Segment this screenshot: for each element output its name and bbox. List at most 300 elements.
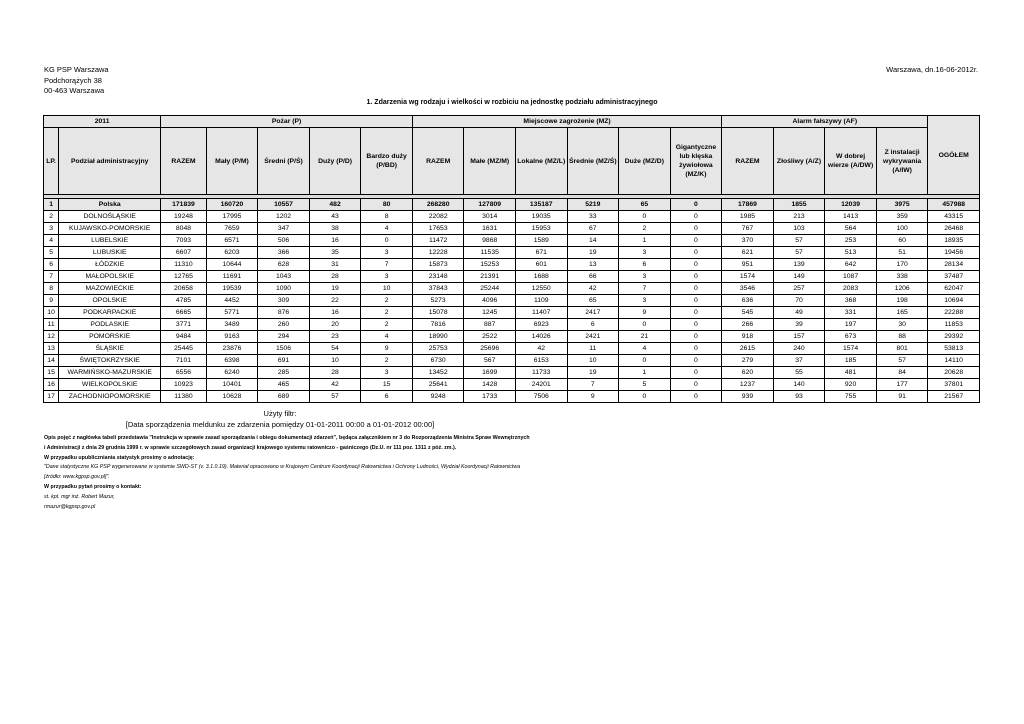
value-cell: 2083 <box>825 283 877 295</box>
value-cell: 51 <box>876 247 928 259</box>
region-cell: PODKARPACKIE <box>59 307 161 319</box>
row-number-cell: 9 <box>44 295 59 307</box>
note-line: W przypadku pytań prosimy o kontakt: <box>44 483 142 490</box>
value-cell: 671 <box>515 247 567 259</box>
value-cell: 3 <box>361 367 413 379</box>
mz-medium-header: Średnie (MZ/Ś) <box>567 128 619 195</box>
value-cell: 939 <box>722 391 774 403</box>
year-header: 2011 <box>44 116 161 128</box>
table-row <box>44 379 980 391</box>
value-cell: 10 <box>361 283 413 295</box>
value-cell: 139 <box>773 259 825 271</box>
value-cell: 755 <box>825 391 877 403</box>
value-cell: 88 <box>876 331 928 343</box>
value-cell: 457988 <box>928 199 980 211</box>
value-cell: 4 <box>361 331 413 343</box>
value-cell: 170 <box>876 259 928 271</box>
value-cell: 3014 <box>464 211 516 223</box>
table-body <box>44 199 980 403</box>
value-cell: 0 <box>670 199 722 211</box>
value-cell: 3771 <box>161 319 206 331</box>
value-cell: 7 <box>619 283 671 295</box>
row-number-cell: 1 <box>44 199 59 211</box>
value-cell: 1574 <box>722 271 774 283</box>
region-cell: LUBUSKIE <box>59 247 161 259</box>
value-cell: 11472 <box>412 235 464 247</box>
value-cell: 5273 <box>412 295 464 307</box>
row-number-cell: 8 <box>44 283 59 295</box>
value-cell: 876 <box>258 307 310 319</box>
value-cell: 20658 <box>161 283 206 295</box>
region-cell: ZACHODNIOPOMORSKIE <box>59 391 161 403</box>
row-number-cell: 6 <box>44 259 59 271</box>
value-cell: 2 <box>361 319 413 331</box>
value-cell: 5771 <box>206 307 258 319</box>
value-cell: 10557 <box>258 199 310 211</box>
value-cell: 11 <box>567 343 619 355</box>
value-cell: 2 <box>361 307 413 319</box>
note-line: i Administracji z dnia 29 grudnia 1999 r. w sprawie szczegółowych zasad organizacji krajowego systemu ratowniczo - gaśniczego (Dz.U. nr 111 poz. 1311 z póź. zm.). <box>44 444 457 451</box>
value-cell: 18935 <box>928 235 980 247</box>
value-cell: 23876 <box>206 343 258 355</box>
value-cell: 19 <box>309 283 361 295</box>
note-line: st. kpt. mgr inż. Robert Mazur, <box>44 493 115 500</box>
table-row <box>44 367 980 379</box>
value-cell: 23148 <box>412 271 464 283</box>
value-cell: 10694 <box>928 295 980 307</box>
value-cell: 135187 <box>515 199 567 211</box>
org-name: KG PSP Warszawa <box>44 65 109 74</box>
filter-value: [Data sporządzenia meldunku ze zdarzenia pomiędzy 01-01-2011 00:00 a 01-01-2012 00:00] <box>125 419 435 429</box>
value-cell: 15078 <box>412 307 464 319</box>
value-cell: 0 <box>670 319 722 331</box>
value-cell: 691 <box>258 355 310 367</box>
value-cell: 636 <box>722 295 774 307</box>
value-cell: 10644 <box>206 259 258 271</box>
mz-small-header: Małe (MZ/M) <box>464 128 516 195</box>
table-row <box>44 283 980 295</box>
value-cell: 12039 <box>825 199 877 211</box>
value-cell: 17653 <box>412 223 464 235</box>
value-cell: 7506 <box>515 391 567 403</box>
contact-email: rmazur@kgpsp.gov.pl <box>44 503 96 510</box>
value-cell: 37801 <box>928 379 980 391</box>
region-header: Podział administracyjny <box>59 128 161 195</box>
value-cell: 10923 <box>161 379 206 391</box>
value-cell: 951 <box>722 259 774 271</box>
note-line: W przypadku upubliczniania statystyk prosimy o adnotację: <box>44 454 195 461</box>
value-cell: 3 <box>361 247 413 259</box>
value-cell: 16 <box>309 235 361 247</box>
value-cell: 100 <box>876 223 928 235</box>
false-alarm-group-header: Alarm fałszywy (AF) <box>722 116 928 128</box>
value-cell: 57 <box>876 355 928 367</box>
value-cell: 19248 <box>161 211 206 223</box>
value-cell: 1237 <box>722 379 774 391</box>
value-cell: 14026 <box>515 331 567 343</box>
value-cell: 185 <box>825 355 877 367</box>
value-cell: 5219 <box>567 199 619 211</box>
value-cell: 149 <box>773 271 825 283</box>
value-cell: 14110 <box>928 355 980 367</box>
value-cell: 1 <box>619 235 671 247</box>
value-cell: 42 <box>515 343 567 355</box>
value-cell: 11380 <box>161 391 206 403</box>
value-cell: 7 <box>567 379 619 391</box>
value-cell: 38 <box>309 223 361 235</box>
region-cell: ŚWIĘTOKRZYSKIE <box>59 355 161 367</box>
value-cell: 2522 <box>464 331 516 343</box>
value-cell: 2 <box>361 295 413 307</box>
value-cell: 9 <box>361 343 413 355</box>
value-cell: 21391 <box>464 271 516 283</box>
value-cell: 21 <box>619 331 671 343</box>
value-cell: 29392 <box>928 331 980 343</box>
table-column-header-row <box>44 128 980 195</box>
value-cell: 4096 <box>464 295 516 307</box>
value-cell: 359 <box>876 211 928 223</box>
value-cell: 8048 <box>161 223 206 235</box>
value-cell: 13452 <box>412 367 464 379</box>
value-cell: 0 <box>670 235 722 247</box>
value-cell: 31 <box>309 259 361 271</box>
value-cell: 3 <box>619 295 671 307</box>
value-cell: 279 <box>722 355 774 367</box>
value-cell: 564 <box>825 223 877 235</box>
value-cell: 43315 <box>928 211 980 223</box>
value-cell: 35 <box>309 247 361 259</box>
value-cell: 67 <box>567 223 619 235</box>
value-cell: 53813 <box>928 343 980 355</box>
value-cell: 6240 <box>206 367 258 379</box>
value-cell: 103 <box>773 223 825 235</box>
value-cell: 6607 <box>161 247 206 259</box>
region-cell: WARMIŃSKO-MAZURSKIE <box>59 367 161 379</box>
value-cell: 253 <box>825 235 877 247</box>
value-cell: 12228 <box>412 247 464 259</box>
value-cell: 2417 <box>567 307 619 319</box>
value-cell: 7659 <box>206 223 258 235</box>
table-row-total <box>44 199 980 211</box>
value-cell: 91 <box>876 391 928 403</box>
value-cell: 257 <box>773 283 825 295</box>
value-cell: 160720 <box>206 199 258 211</box>
value-cell: 3546 <box>722 283 774 295</box>
value-cell: 285 <box>258 367 310 379</box>
value-cell: 482 <box>309 199 361 211</box>
value-cell: 171839 <box>161 199 206 211</box>
org-street: Podchorążych 38 <box>44 75 102 85</box>
region-cell: KUJAWSKO-POMORSKIE <box>59 223 161 235</box>
value-cell: 1855 <box>773 199 825 211</box>
table-row <box>44 355 980 367</box>
value-cell: 11691 <box>206 271 258 283</box>
value-cell: 309 <box>258 295 310 307</box>
value-cell: 0 <box>670 223 722 235</box>
value-cell: 6556 <box>161 367 206 379</box>
value-cell: 10628 <box>206 391 258 403</box>
table-row <box>44 247 980 259</box>
value-cell: 673 <box>825 331 877 343</box>
fire-large-header: Duży (P/D) <box>309 128 361 195</box>
value-cell: 197 <box>825 319 877 331</box>
value-cell: 0 <box>619 391 671 403</box>
row-number-cell: 4 <box>44 235 59 247</box>
table-row <box>44 343 980 355</box>
value-cell: 19 <box>567 367 619 379</box>
row-number-cell: 16 <box>44 379 59 391</box>
value-cell: 15253 <box>464 259 516 271</box>
value-cell: 4785 <box>161 295 206 307</box>
value-cell: 213 <box>773 211 825 223</box>
value-cell: 621 <box>722 247 774 259</box>
value-cell: 9248 <box>412 391 464 403</box>
af-installation-header: Z instalacji wykrywania (A/IW) <box>876 128 928 195</box>
value-cell: 80 <box>361 199 413 211</box>
table-row <box>44 259 980 271</box>
value-cell: 3975 <box>876 199 928 211</box>
value-cell: 6730 <box>412 355 464 367</box>
value-cell: 3489 <box>206 319 258 331</box>
row-number-cell: 10 <box>44 307 59 319</box>
value-cell: 1109 <box>515 295 567 307</box>
table-row <box>44 271 980 283</box>
value-cell: 8 <box>361 211 413 223</box>
value-cell: 66 <box>567 271 619 283</box>
table-row <box>44 307 980 319</box>
value-cell: 25641 <box>412 379 464 391</box>
fire-medium-header: Średni (P/Ś) <box>258 128 310 195</box>
organization-address <box>44 65 109 97</box>
value-cell: 65 <box>567 295 619 307</box>
value-cell: 918 <box>722 331 774 343</box>
value-cell: 1202 <box>258 211 310 223</box>
value-cell: 240 <box>773 343 825 355</box>
value-cell: 7101 <box>161 355 206 367</box>
value-cell: 93 <box>773 391 825 403</box>
value-cell: 0 <box>670 307 722 319</box>
value-cell: 338 <box>876 271 928 283</box>
value-cell: 57 <box>773 247 825 259</box>
value-cell: 1589 <box>515 235 567 247</box>
value-cell: 268280 <box>412 199 464 211</box>
value-cell: 1206 <box>876 283 928 295</box>
region-cell: Polska <box>59 199 161 211</box>
row-number-cell: 14 <box>44 355 59 367</box>
fire-small-header: Mały (P/M) <box>206 128 258 195</box>
value-cell: 10401 <box>206 379 258 391</box>
value-cell: 2 <box>361 355 413 367</box>
value-cell: 55 <box>773 367 825 379</box>
value-cell: 1688 <box>515 271 567 283</box>
af-good-faith-header: W dobrej wierze (A/DW) <box>825 128 877 195</box>
value-cell: 7816 <box>412 319 464 331</box>
value-cell: 2421 <box>567 331 619 343</box>
value-cell: 370 <box>722 235 774 247</box>
value-cell: 42 <box>567 283 619 295</box>
row-number-cell: 12 <box>44 331 59 343</box>
value-cell: 1413 <box>825 211 877 223</box>
value-cell: 9484 <box>161 331 206 343</box>
value-cell: 25244 <box>464 283 516 295</box>
value-cell: 49 <box>773 307 825 319</box>
value-cell: 465 <box>258 379 310 391</box>
value-cell: 4 <box>619 343 671 355</box>
value-cell: 70 <box>773 295 825 307</box>
value-cell: 6 <box>567 319 619 331</box>
value-cell: 1245 <box>464 307 516 319</box>
table-group-header-row <box>44 116 980 128</box>
region-cell: ŁÓDZKIE <box>59 259 161 271</box>
value-cell: 42 <box>309 379 361 391</box>
region-cell: DOLNOŚLĄSKIE <box>59 211 161 223</box>
value-cell: 887 <box>464 319 516 331</box>
value-cell: 24201 <box>515 379 567 391</box>
statistics-table <box>43 115 980 403</box>
value-cell: 13 <box>567 259 619 271</box>
value-cell: 17995 <box>206 211 258 223</box>
local-threat-group-header: Miejscowe zagrożenie (MZ) <box>412 116 721 128</box>
value-cell: 0 <box>670 259 722 271</box>
value-cell: 28 <box>309 271 361 283</box>
value-cell: 0 <box>670 355 722 367</box>
region-cell: MAŁOPOLSKIE <box>59 271 161 283</box>
value-cell: 11733 <box>515 367 567 379</box>
value-cell: 1631 <box>464 223 516 235</box>
value-cell: 19 <box>567 247 619 259</box>
row-number-cell: 11 <box>44 319 59 331</box>
value-cell: 19456 <box>928 247 980 259</box>
value-cell: 18990 <box>412 331 464 343</box>
value-cell: 11310 <box>161 259 206 271</box>
value-cell: 21567 <box>928 391 980 403</box>
value-cell: 11535 <box>464 247 516 259</box>
value-cell: 506 <box>258 235 310 247</box>
row-number-cell: 17 <box>44 391 59 403</box>
value-cell: 1090 <box>258 283 310 295</box>
value-cell: 9 <box>619 307 671 319</box>
value-cell: 368 <box>825 295 877 307</box>
fire-total-header: RAZEM <box>161 128 206 195</box>
value-cell: 6923 <box>515 319 567 331</box>
row-number-cell: 5 <box>44 247 59 259</box>
value-cell: 30 <box>876 319 928 331</box>
table-row <box>44 331 980 343</box>
value-cell: 801 <box>876 343 928 355</box>
value-cell: 22288 <box>928 307 980 319</box>
value-cell: 157 <box>773 331 825 343</box>
value-cell: 1087 <box>825 271 877 283</box>
value-cell: 11407 <box>515 307 567 319</box>
value-cell: 4 <box>361 223 413 235</box>
region-cell: LUBELSKIE <box>59 235 161 247</box>
value-cell: 15873 <box>412 259 464 271</box>
total-column-header: OGÓŁEM <box>928 116 980 195</box>
mz-large-header: Duże (MZ/D) <box>619 128 671 195</box>
value-cell: 2615 <box>722 343 774 355</box>
value-cell: 140 <box>773 379 825 391</box>
value-cell: 1699 <box>464 367 516 379</box>
value-cell: 10 <box>567 355 619 367</box>
value-cell: 6203 <box>206 247 258 259</box>
value-cell: 25445 <box>161 343 206 355</box>
value-cell: 642 <box>825 259 877 271</box>
value-cell: 0 <box>619 355 671 367</box>
value-cell: 84 <box>876 367 928 379</box>
value-cell: 33 <box>567 211 619 223</box>
row-number-cell: 3 <box>44 223 59 235</box>
value-cell: 9868 <box>464 235 516 247</box>
value-cell: 60 <box>876 235 928 247</box>
document-date: Warszawa, dn.16-06-2012r. <box>886 65 978 74</box>
value-cell: 37 <box>773 355 825 367</box>
value-cell: 62047 <box>928 283 980 295</box>
value-cell: 260 <box>258 319 310 331</box>
value-cell: 22 <box>309 295 361 307</box>
region-cell: MAZOWIECKIE <box>59 283 161 295</box>
value-cell: 567 <box>464 355 516 367</box>
value-cell: 0 <box>619 211 671 223</box>
table-row <box>44 391 980 403</box>
value-cell: 26468 <box>928 223 980 235</box>
value-cell: 513 <box>825 247 877 259</box>
table-row <box>44 211 980 223</box>
region-cell: POMORSKIE <box>59 331 161 343</box>
value-cell: 15 <box>361 379 413 391</box>
value-cell: 1733 <box>464 391 516 403</box>
value-cell: 1985 <box>722 211 774 223</box>
org-city: 00-463 Warszawa <box>44 86 105 95</box>
value-cell: 1506 <box>258 343 310 355</box>
value-cell: 6665 <box>161 307 206 319</box>
value-cell: 14 <box>567 235 619 247</box>
value-cell: 331 <box>825 307 877 319</box>
value-cell: 39 <box>773 319 825 331</box>
value-cell: 0 <box>670 295 722 307</box>
region-cell: WIELKOPOLSKIE <box>59 379 161 391</box>
value-cell: 25696 <box>464 343 516 355</box>
value-cell: 7093 <box>161 235 206 247</box>
value-cell: 920 <box>825 379 877 391</box>
value-cell: 37487 <box>928 271 980 283</box>
value-cell: 3 <box>619 271 671 283</box>
value-cell: 3 <box>361 271 413 283</box>
value-cell: 0 <box>670 331 722 343</box>
footnotes <box>44 434 530 512</box>
value-cell: 689 <box>258 391 310 403</box>
value-cell: 294 <box>258 331 310 343</box>
value-cell: 0 <box>670 367 722 379</box>
table-row <box>44 223 980 235</box>
table-row <box>44 235 980 247</box>
value-cell: 25753 <box>412 343 464 355</box>
value-cell: 177 <box>876 379 928 391</box>
value-cell: 4452 <box>206 295 258 307</box>
row-number-cell: 13 <box>44 343 59 355</box>
mz-total-header: RAZEM <box>412 128 464 195</box>
value-cell: 545 <box>722 307 774 319</box>
value-cell: 23 <box>309 331 361 343</box>
row-number-cell: 15 <box>44 367 59 379</box>
note-line: Opis pojęć z nagłówka tabeli przedstawia "Instrukcja w sprawie zasad sporządzania i obiegu dokumentacji zdarzeń", będąca załącznikiem nr 3 do Rozporządzenia Ministra Spraw Wewnętrznych <box>44 435 530 441</box>
region-cell: PODLASKIE <box>59 319 161 331</box>
value-cell: 165 <box>876 307 928 319</box>
value-cell: 1 <box>619 367 671 379</box>
value-cell: 2 <box>619 223 671 235</box>
value-cell: 266 <box>722 319 774 331</box>
value-cell: 12550 <box>515 283 567 295</box>
value-cell: 65 <box>619 199 671 211</box>
